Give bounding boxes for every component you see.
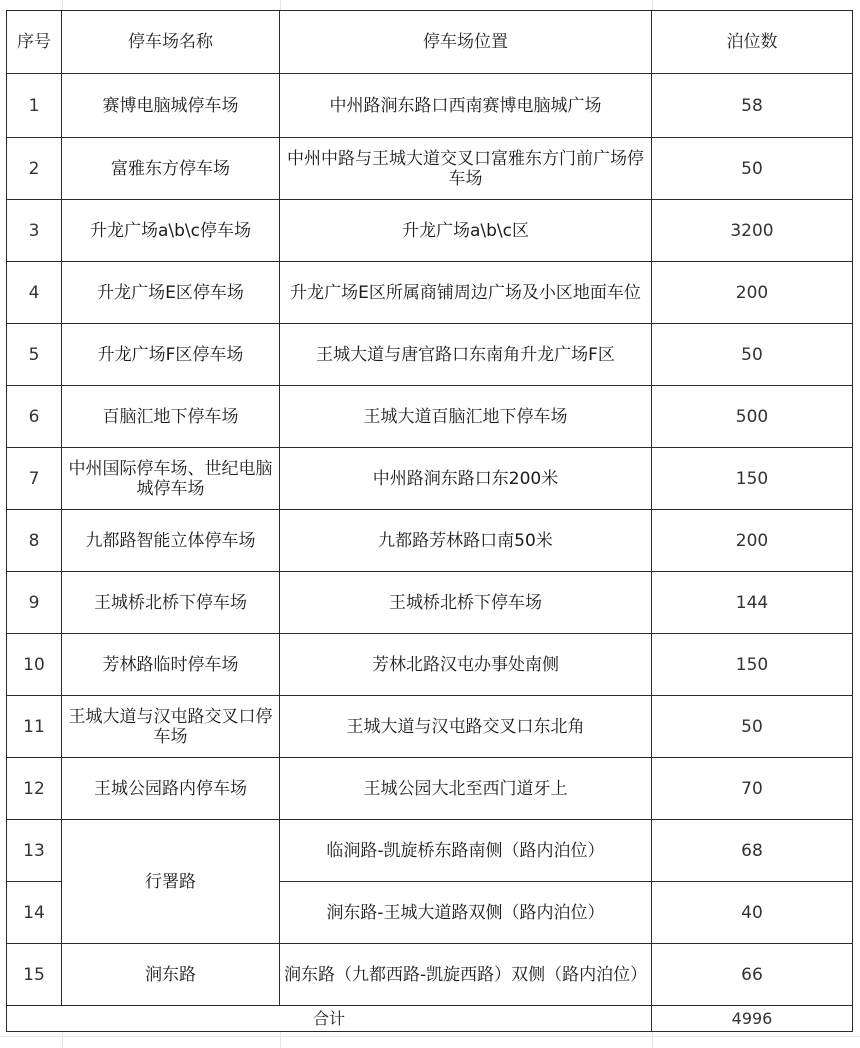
row-no: 11 [7,696,62,758]
row-no: 13 [7,820,62,882]
row-location: 涧东路-王城大道路双侧（路内泊位） [280,882,652,944]
table-row [7,138,853,200]
row-spaces: 200 [652,262,853,324]
row-location: 涧东路（九都西路-凯旋西路）双侧（路内泊位） [280,944,652,1006]
table-row [7,448,853,510]
table-row [7,262,853,324]
row-spaces: 3200 [652,200,853,262]
row-name: 王城公园路内停车场 [62,758,280,820]
parking-table [6,10,853,1032]
row-spaces: 50 [652,324,853,386]
header-location: 停车场位置 [280,11,652,74]
row-spaces: 150 [652,448,853,510]
row-name: 涧东路 [62,944,280,1006]
row-no: 3 [7,200,62,262]
row-name-merged: 行署路 [62,820,280,944]
row-location: 中州路涧东路口西南赛博电脑城广场 [280,74,652,138]
table-row [7,200,853,262]
row-name: 九都路智能立体停车场 [62,510,280,572]
row-no: 1 [7,74,62,138]
row-no: 15 [7,944,62,1006]
header-row [7,11,853,74]
row-location: 升龙广场a\b\c区 [280,200,652,262]
row-name: 富雅东方停车场 [62,138,280,200]
header-spaces: 泊位数 [652,11,853,74]
row-name: 升龙广场a\b\c停车场 [62,200,280,262]
row-no: 10 [7,634,62,696]
total-label: 合计 [7,1006,652,1032]
row-spaces: 500 [652,386,853,448]
table-row [7,386,853,448]
row-location: 芳林北路汉屯办事处南侧 [280,634,652,696]
row-spaces: 68 [652,820,853,882]
row-location: 王城大道百脑汇地下停车场 [280,386,652,448]
table-row [7,634,853,696]
row-location: 王城大道与唐官路口东南角升龙广场F区 [280,324,652,386]
row-spaces: 50 [652,138,853,200]
table-row [7,696,853,758]
row-spaces: 58 [652,74,853,138]
row-no: 9 [7,572,62,634]
row-no: 14 [7,882,62,944]
row-spaces: 200 [652,510,853,572]
row-location: 升龙广场E区所属商铺周边广场及小区地面车位 [280,262,652,324]
total-row [7,1006,853,1032]
table-row [7,74,853,138]
row-location: 王城大道与汉屯路交叉口东北角 [280,696,652,758]
row-location: 九都路芳林路口南50米 [280,510,652,572]
row-location: 王城桥北桥下停车场 [280,572,652,634]
row-location: 王城公园大北至西门道牙上 [280,758,652,820]
row-name: 中州国际停车场、世纪电脑城停车场 [62,448,280,510]
row-location: 中州路涧东路口东200米 [280,448,652,510]
table-row [7,510,853,572]
row-name: 王城大道与汉屯路交叉口停车场 [62,696,280,758]
row-spaces: 50 [652,696,853,758]
row-no: 6 [7,386,62,448]
row-no: 4 [7,262,62,324]
row-spaces: 144 [652,572,853,634]
header-name: 停车场名称 [62,11,280,74]
row-name: 芳林路临时停车场 [62,634,280,696]
row-no: 12 [7,758,62,820]
row-spaces: 40 [652,882,853,944]
table-row [7,944,853,1006]
row-spaces: 150 [652,634,853,696]
table-row [7,324,853,386]
row-name: 升龙广场E区停车场 [62,262,280,324]
row-no: 2 [7,138,62,200]
row-spaces: 66 [652,944,853,1006]
row-location: 临涧路-凯旋桥东路南侧（路内泊位） [280,820,652,882]
row-name: 赛博电脑城停车场 [62,74,280,138]
row-name: 百脑汇地下停车场 [62,386,280,448]
row-location: 中州中路与王城大道交叉口富雅东方门前广场停车场 [280,138,652,200]
row-no: 5 [7,324,62,386]
row-spaces: 70 [652,758,853,820]
row-no: 8 [7,510,62,572]
table-row [7,820,853,882]
row-name: 升龙广场F区停车场 [62,324,280,386]
total-spaces: 4996 [652,1006,853,1032]
header-no: 序号 [7,11,62,74]
row-name: 王城桥北桥下停车场 [62,572,280,634]
row-no: 7 [7,448,62,510]
table-row [7,572,853,634]
table-row [7,758,853,820]
